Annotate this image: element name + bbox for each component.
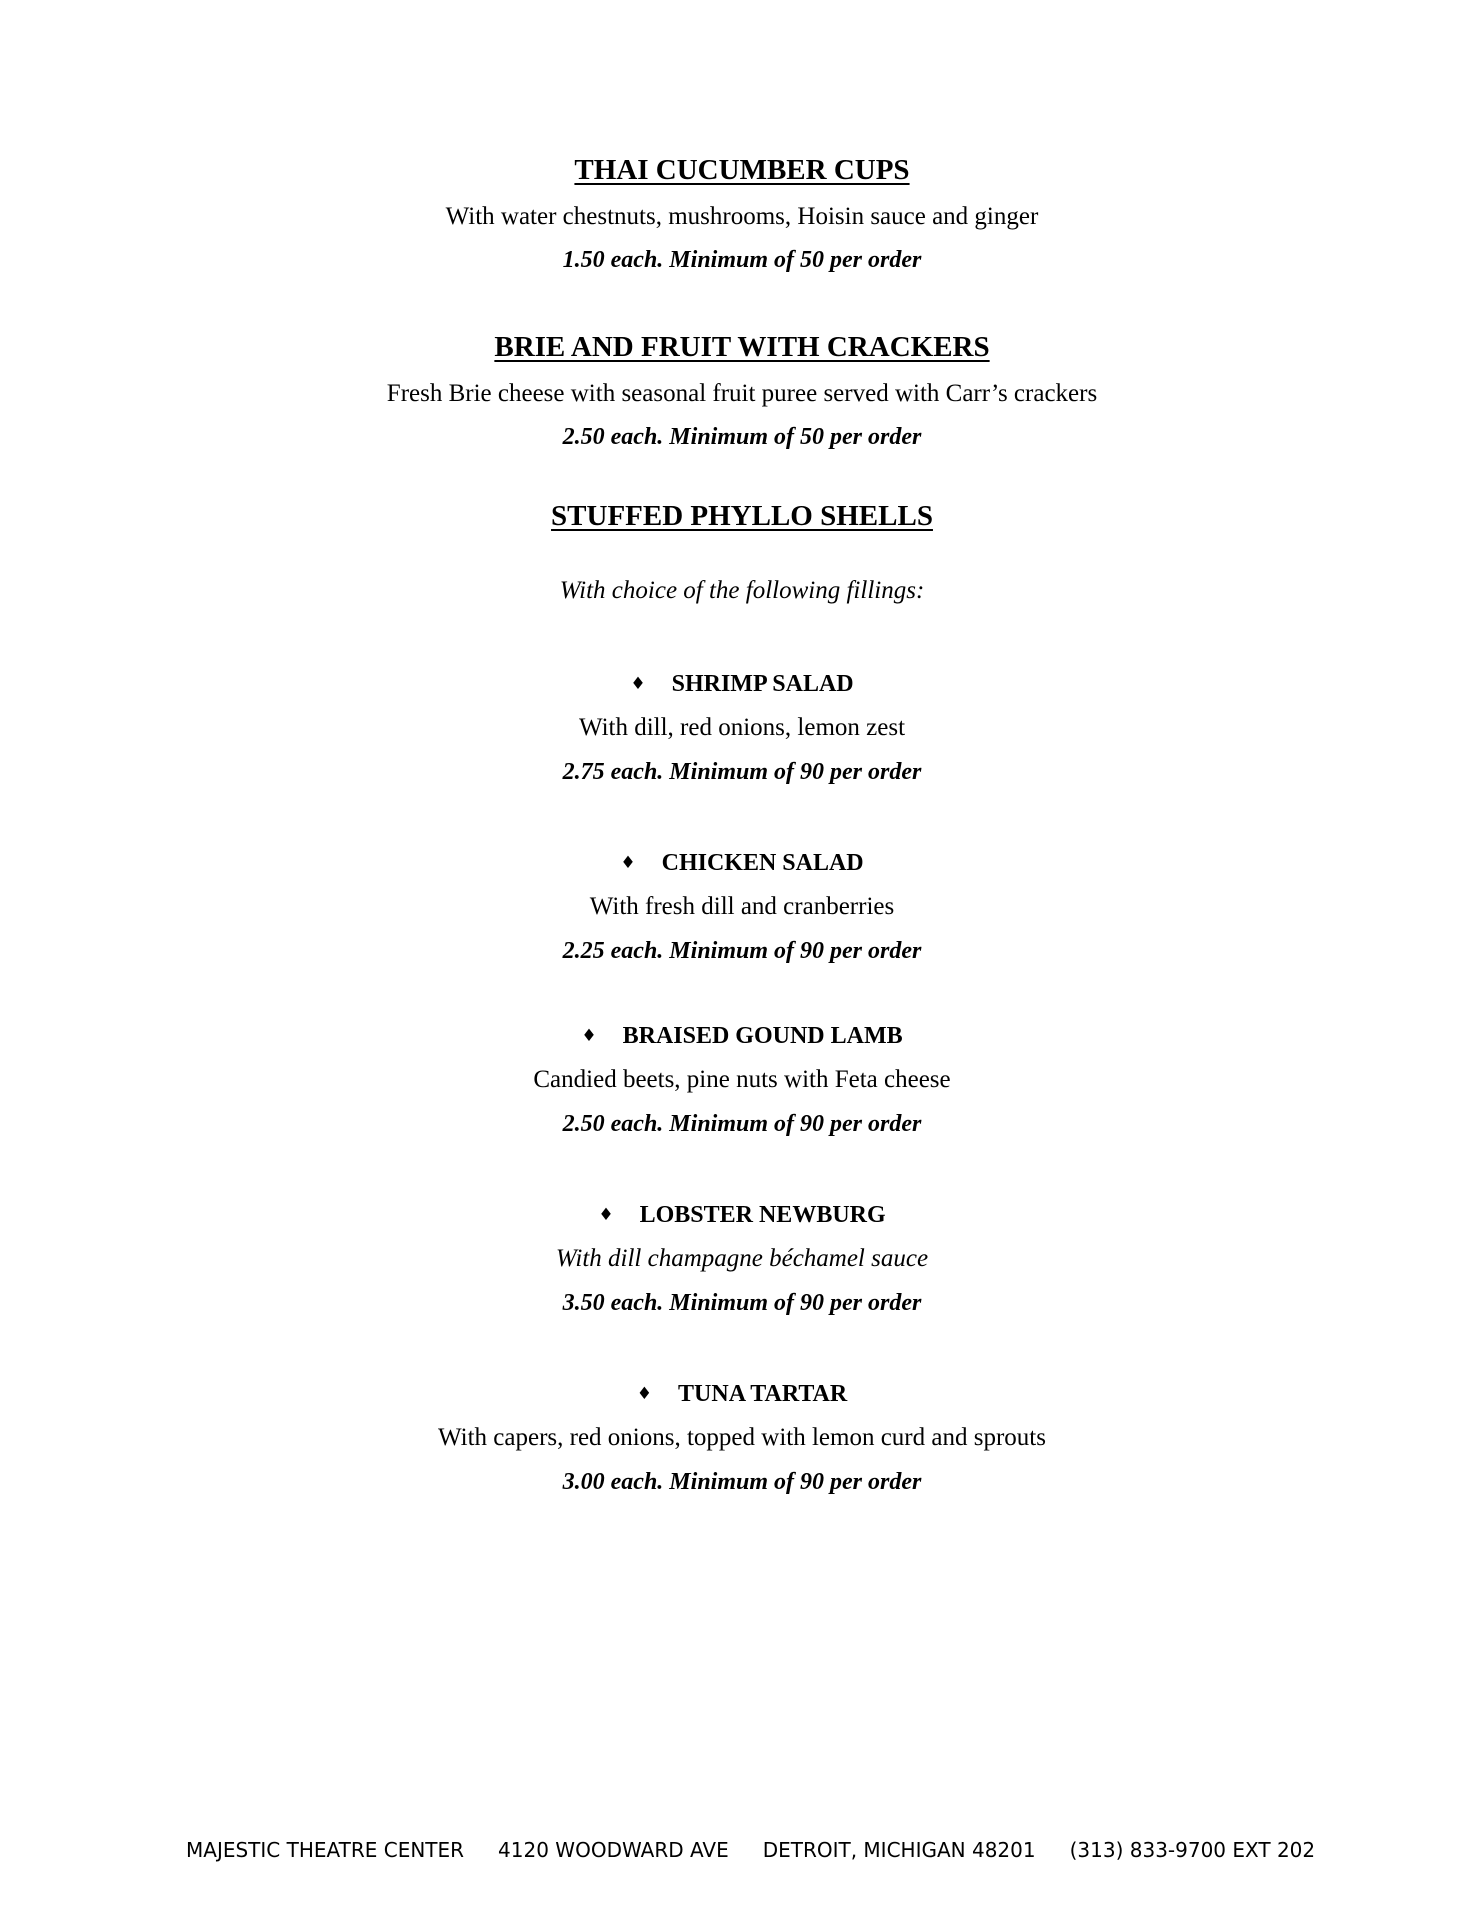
footer-city: DETROIT, MICHIGAN 48201 [762,1838,1036,1862]
filling-name-braised-lamb: BRAISED GOUND LAMB [622,1023,903,1049]
filling-title-tuna-tartar [0,1381,1484,1408]
diamond-bullet-icon: ♦ [630,674,646,694]
item-description-brie-and-fruit: Fresh Brie cheese with seasonal fruit puree served with Carr’s crackers [386,380,1098,407]
footer-phone: (313) 833-9700 EXT 202 [1069,1838,1316,1862]
item-title-brie-and-fruit: BRIE AND FRUIT WITH CRACKERS [494,331,990,363]
filling-description-chicken-salad: With fresh dill and cranberries [589,893,895,920]
diamond-bullet-icon: ♦ [581,1026,597,1046]
filling-price-tuna-tartar: 3.00 each. Minimum of 90 per order [562,1469,922,1495]
filling-price-braised-lamb: 2.50 each. Minimum of 90 per order [562,1111,922,1137]
filling-title-lobster-newburg [0,1202,1484,1229]
item-title-thai-cucumber-cups: THAI CUCUMBER CUPS [574,154,910,186]
filling-price-chicken-salad: 2.25 each. Minimum of 90 per order [562,938,922,964]
filling-title-shrimp-salad [0,671,1484,698]
filling-name-shrimp-salad: SHRIMP SALAD [671,671,854,697]
filling-price-shrimp-salad: 2.75 each. Minimum of 90 per order [562,759,922,785]
diamond-bullet-icon: ♦ [620,853,636,873]
item-price-thai-cucumber-cups: 1.50 each. Minimum of 50 per order [562,247,922,273]
filling-price-lobster-newburg: 3.50 each. Minimum of 90 per order [562,1290,922,1316]
page-footer [186,1838,1315,1862]
item-price-brie-and-fruit: 2.50 each. Minimum of 50 per order [562,424,922,450]
filling-name-chicken-salad: CHICKEN SALAD [661,850,864,876]
diamond-bullet-icon: ♦ [598,1205,614,1225]
filling-description-braised-lamb: Candied beets, pine nuts with Feta cheese [533,1066,951,1093]
filling-name-tuna-tartar: TUNA TARTAR [678,1381,848,1407]
phyllo-fillings-intro: With choice of the following fillings: [559,577,925,604]
filling-description-tuna-tartar: With capers, red onions, topped with lemon curd and sprouts [438,1424,1046,1451]
filling-description-shrimp-salad: With dill, red onions, lemon zest [578,714,906,741]
footer-venue: MAJESTIC THEATRE CENTER [186,1838,465,1862]
filling-title-braised-lamb [0,1023,1484,1050]
filling-description-lobster-newburg: With dill champagne béchamel sauce [555,1245,929,1272]
item-description-thai-cucumber-cups: With water chestnuts, mushrooms, Hoisin sauce and ginger [445,203,1039,230]
footer-street: 4120 WOODWARD AVE [498,1838,729,1862]
filling-title-chicken-salad [0,850,1484,877]
diamond-bullet-icon: ♦ [636,1384,653,1404]
filling-name-lobster-newburg: LOBSTER NEWBURG [639,1202,886,1228]
item-title-stuffed-phyllo-shells: STUFFED PHYLLO SHELLS [551,500,933,532]
